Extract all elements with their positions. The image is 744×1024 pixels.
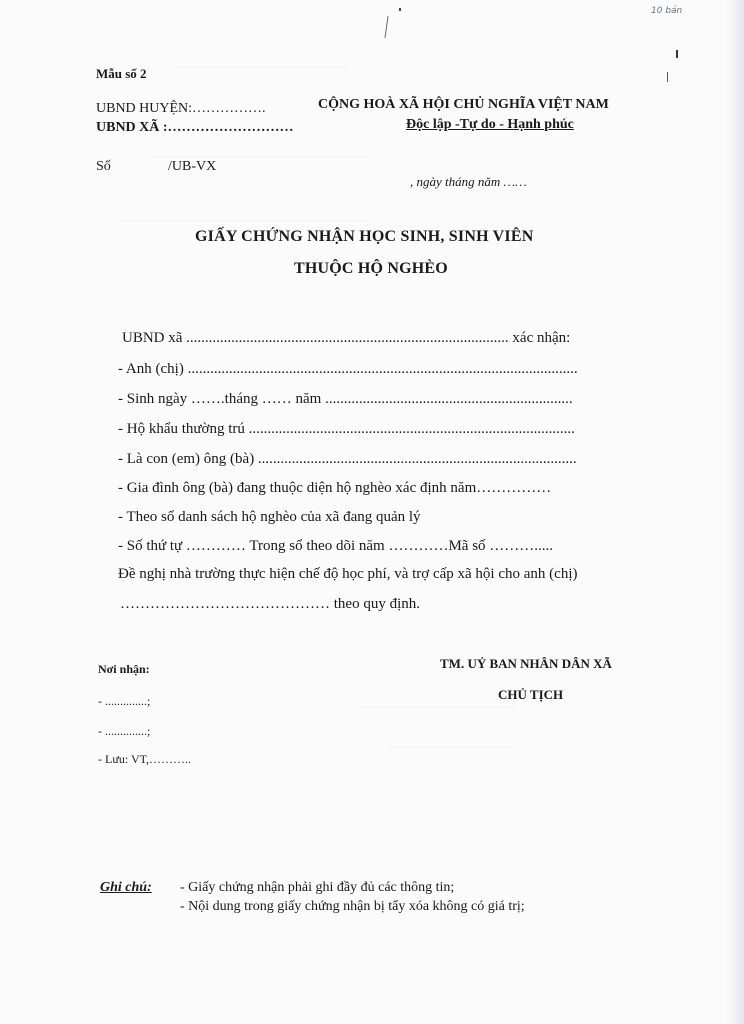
field-poverty-list: - Theo sổ danh sách hộ nghèo của xã đang quản lý: [118, 509, 421, 525]
field-residence: - Hộ khẩu thường trú .......................................................................................: [118, 421, 575, 437]
document-page: ———————————————— ———————————————————— ——————————————————————— —————————————— ——————————— 10 bản Mẫu số 2 UBND HUYỆN:……………. UBND XÃ :……………………… CỘNG HOÀ XÃ HỘI CHỦ NGHĨA VIỆT NAM Độc lập -Tự do - Hạnh phúc Số /UB-VX , ngày tháng năm …… GIẤY CHỨNG NHẬN HỌC SINH, SINH VIÊN THUỘC HỘ NGHÈO UBND xã ...................................................................................... xác nhận: - Anh (chị) ........................................................................................................ - Sinh ngày …….tháng …… năm .................................................................. - Hộ khẩu thường trú ....................................................................................... - Là con (em) ông (bà) ..................................................................................... - Gia đình ông (bà) đang thuộc diện hộ nghèo xác định năm…………… - Theo sổ danh sách hộ nghèo của xã đang quản lý - Số thứ tự ………… Trong sổ theo dõi năm …………Mã số ………..... Đề nghị nhà trường thực hiện chế độ học phí, và trợ cấp xã hội cho anh (chị) …………………………………… theo quy định. Nơi nhận: - ..............; - ..............; - Lưu: VT,……….. TM. UỶ BAN NHÂN DÂN XÃ CHỦ TỊCH Ghi chú: - Giấy chứng nhận phải ghi đầy đủ các thông tin; - Nội dung trong giấy chứng nhận bị tẩy xóa không có giá trị;: [0, 0, 744, 1024]
date-line: , ngày tháng năm ……: [410, 174, 527, 189]
request-text-continued: …………………………………… theo quy định.: [120, 596, 420, 612]
recipient-item: - ..............;: [98, 694, 151, 708]
scan-mark: [399, 8, 401, 11]
recipients-label: Nơi nhận:: [98, 662, 150, 676]
notes-label: Ghi chú:: [100, 880, 152, 895]
request-text: Đề nghị nhà trường thực hiện chế độ học phí, và trợ cấp xã hội cho anh (chị): [118, 566, 578, 582]
scan-mark: [667, 72, 668, 82]
note-item: - Nội dung trong giấy chứng nhận bị tẩy xóa không có giá trị;: [180, 899, 525, 914]
document-subtitle: THUỘC HỘ NGHÈO: [294, 260, 448, 277]
field-poverty-year: - Gia đình ông (bà) đang thuộc diện hộ nghèo xác định năm……………: [118, 480, 552, 496]
handwritten-note: 10 bản: [651, 6, 683, 16]
field-parent: - Là con (em) ông (bà) .....................................................................................: [118, 451, 577, 467]
recipient-archive: - Lưu: VT,………..: [98, 752, 192, 766]
country-name: CỘNG HOÀ XÃ HỘI CHỦ NGHĨA VIỆT NAM: [318, 97, 609, 112]
recipient-item: - ..............;: [98, 724, 151, 738]
ubnd-huyen: UBND HUYỆN:…………….: [96, 101, 266, 116]
field-birth-date: - Sinh ngày …….tháng …… năm ..................................................................: [118, 391, 573, 407]
field-commune: UBND xã ...................................................................................... xác nhận:: [122, 330, 571, 346]
field-serial-number: - Số thứ tự ………… Trong sổ theo dõi năm …………Mã số ……….....: [118, 538, 554, 554]
national-motto: Độc lập -Tự do - Hạnh phúc: [406, 117, 574, 132]
scan-edge-shadow: [726, 0, 744, 1024]
scan-mark: [384, 16, 388, 38]
signatory-position: CHỦ TỊCH: [498, 687, 564, 702]
note-item: - Giấy chứng nhận phải ghi đầy đủ các thông tin;: [180, 880, 455, 895]
signatory-title: TM. UỶ BAN NHÂN DÂN XÃ: [440, 656, 612, 671]
ubnd-xa: UBND XÃ :………………………: [96, 120, 294, 135]
document-title: GIẤY CHỨNG NHẬN HỌC SINH, SINH VIÊN: [195, 228, 534, 245]
field-name: - Anh (chị) ........................................................................................................: [118, 361, 578, 377]
form-code: Mẫu số 2: [96, 66, 147, 81]
document-number-code: /UB-VX: [168, 159, 217, 174]
document-number-label: Số: [96, 159, 111, 174]
scan-mark: [676, 50, 678, 58]
